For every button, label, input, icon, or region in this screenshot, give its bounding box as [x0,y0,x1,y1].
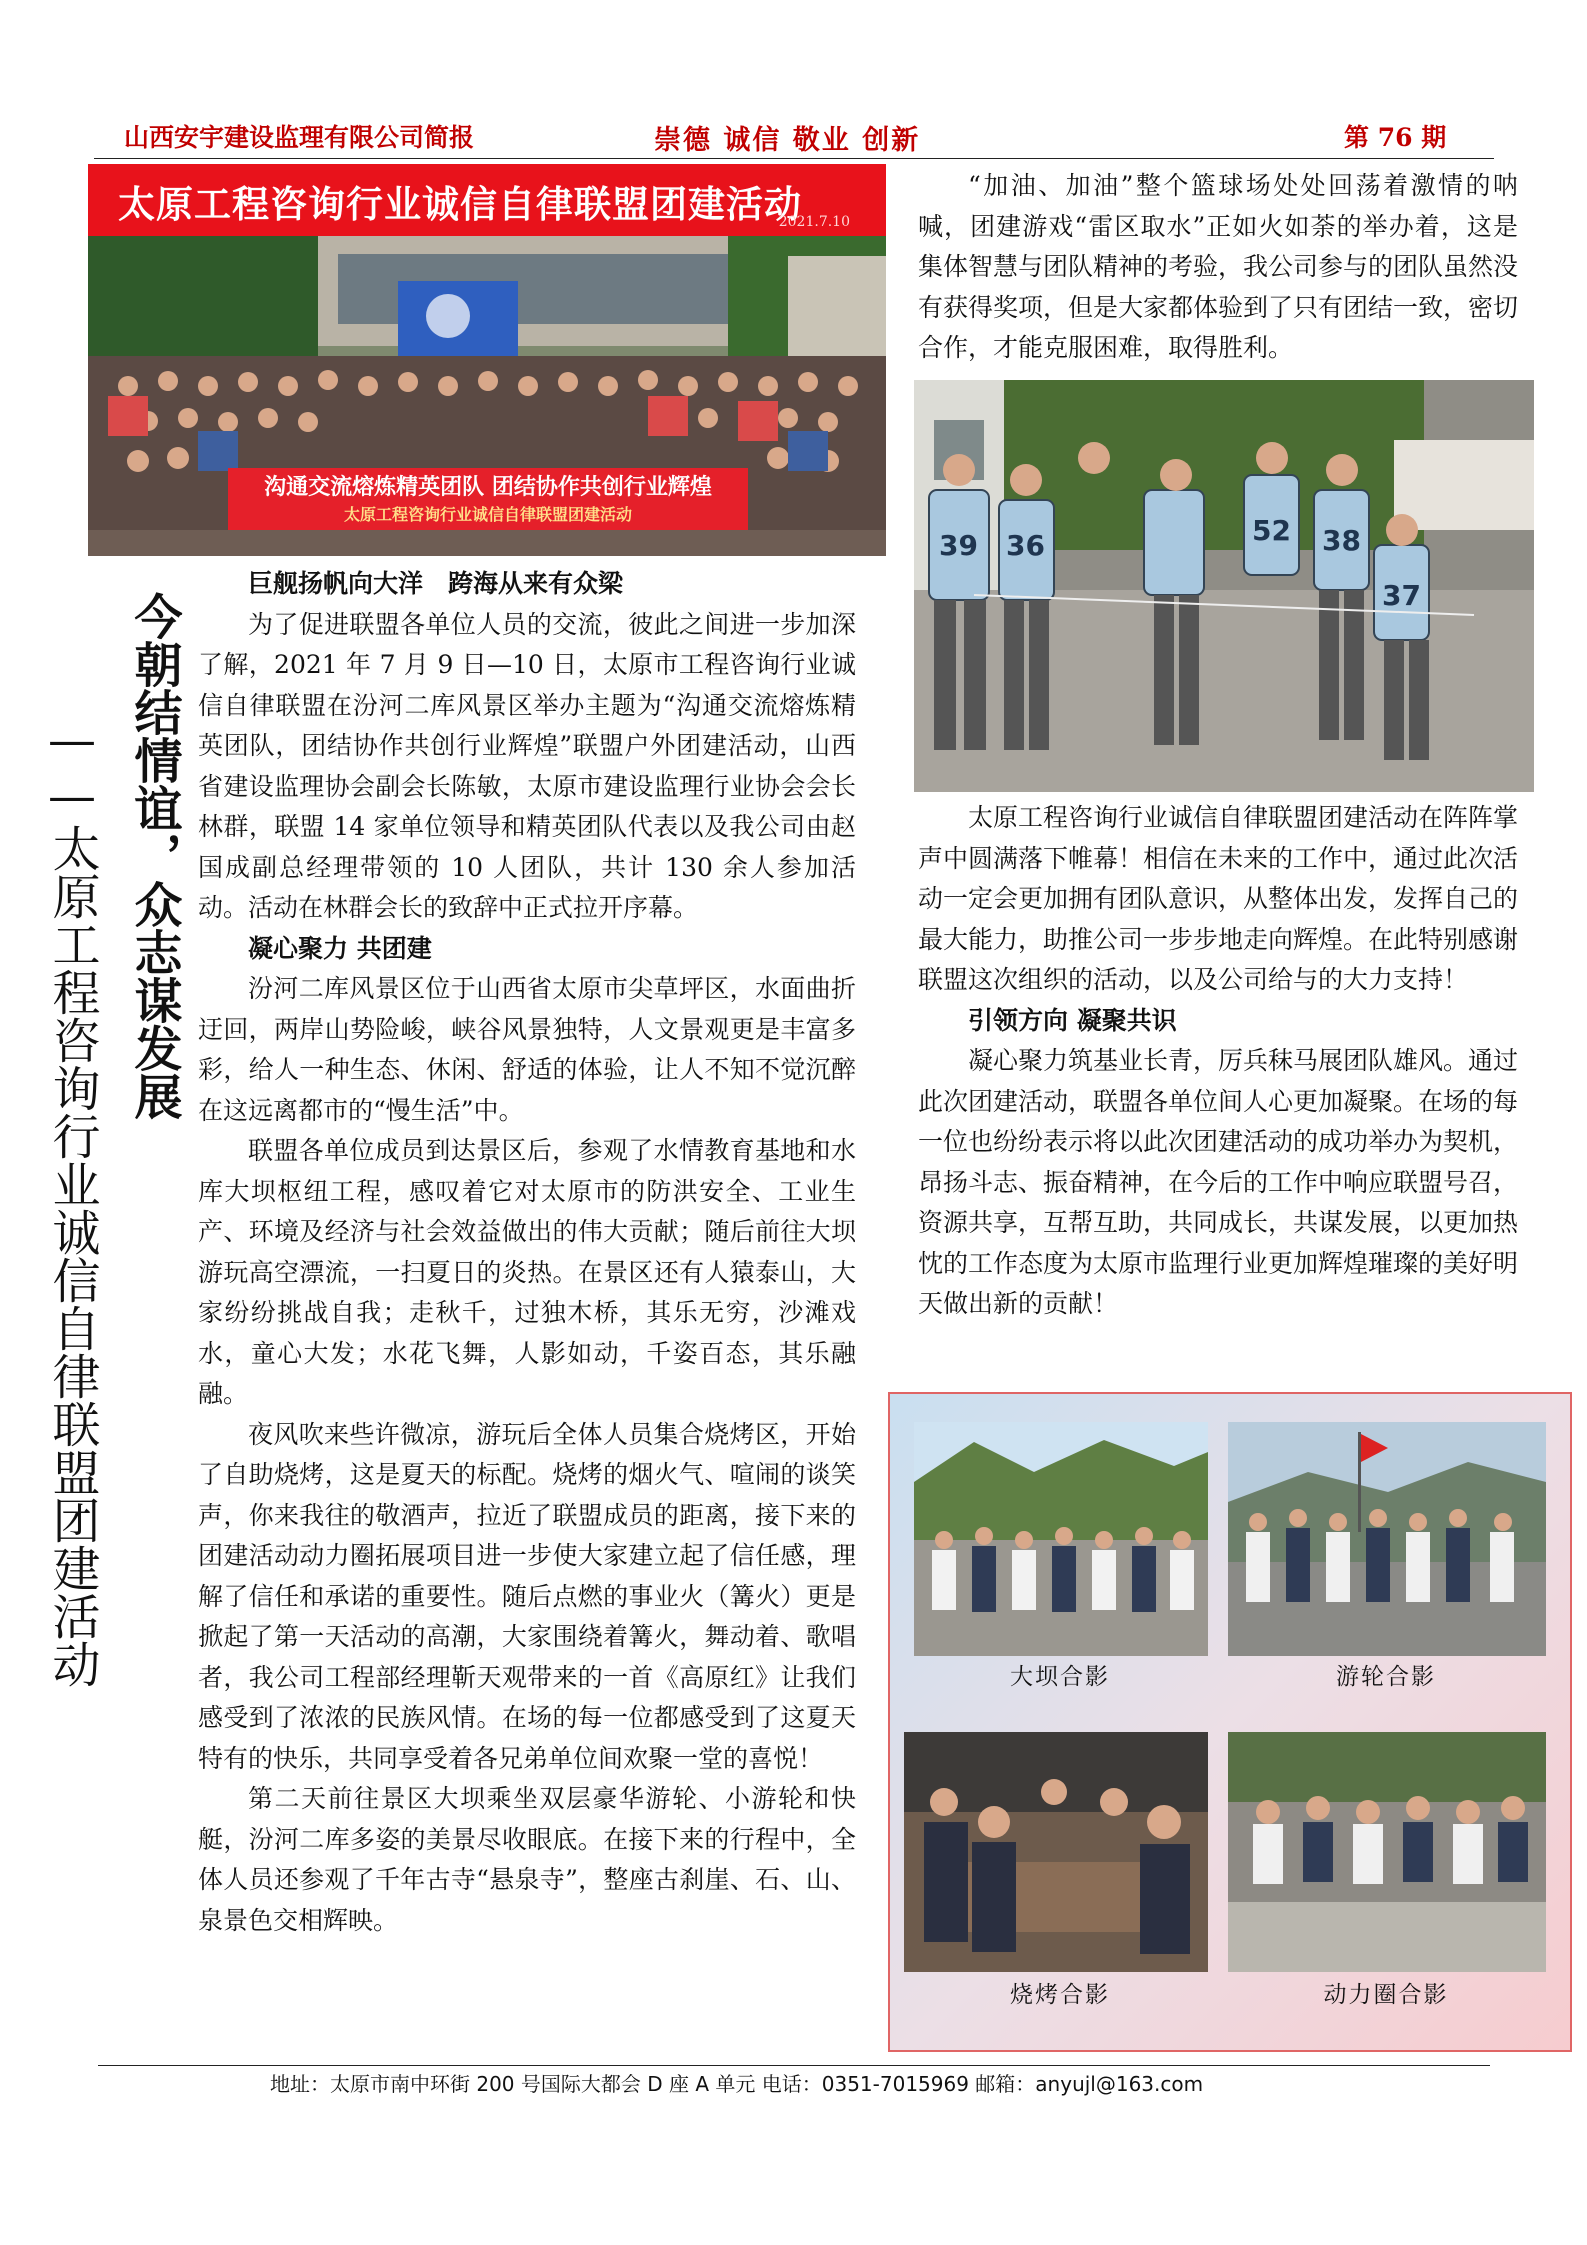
power-circle-photo-image [1228,1732,1546,1972]
footer-contact: 地址：太原市南中环街 200 号国际大都会 D 座 A 单元 电话：0351-7015969 邮箱：anyujl@163.com [270,2072,1204,2096]
section-heading-1: 巨舰扬帆向大洋 跨海从来有众梁 [248,569,624,598]
paragraph-day-two: 第二天前往景区大坝乘坐双层豪华游轮、小游轮和快艇，汾河二库多姿的美景尽收眼底。在接下来的行程中，全体人员还参观了千年古寺“悬泉寺”，整座古刹崖、石、山、泉景色交相辉映。 [198,1784,856,1935]
section-heading-2: 凝心聚力 共团建 [248,933,432,963]
bib-number: 36 [1006,529,1045,562]
game-photo-image [914,380,1534,792]
paragraph-intro: 为了促进联盟各单位人员的交流，彼此之间进一步加深了解，2021 年 7 月 9 日—10 日，太原市工程咨询行业诚信自律联盟在汾河二库风景区举办主题为“沟通交流熔炼精英团队，团结协作共创行业辉煌”联盟户外团建活动，山西省建设监理协会副会长陈敏，太原市建设监理行业协会会长林群，联盟 14 家单位领导和精英团队代表以及我公司由赵国成副总经理带领的 10 人团队，共计 130 余人参加活动。活动在林群会长的致辞中正式拉开序幕。 [198,609,856,922]
headline: 今朝结情谊，众志谋发展 [126,592,182,1120]
bib-number: 39 [939,529,978,562]
right-column-bottom [918,798,1518,1325]
paragraph-consensus: 凝心聚力筑基业长青，厉兵秣马展团队雄风。通过此次团建活动，联盟各单位间人心更加凝聚。在场的每一位也纷纷表示将以此次团建活动的成功举办为契机，昂扬斗志、振奋精神，在今后的工作中响应联盟号召，资源共享，互帮互助，共同成长，共谋发展，以更加热忱的工作态度为太原市监理行业更加辉煌璀璨的美好明天做出新的贡献！ [918,1046,1519,1318]
cruise-photo [1228,1422,1546,1656]
bbq-photo [904,1732,1208,1972]
sign-text-line2: 太原工程咨询行业诚信自律联盟团建活动 [343,505,633,524]
banner-date: 2021.7.10 [778,214,850,230]
subheadline: ——太原工程咨询行业诚信自律联盟团建活动 [44,712,100,1688]
section-heading-3: 引领方向 凝聚共识 [968,1005,1177,1035]
bib-number: 37 [1382,579,1421,612]
title-banner [88,164,886,236]
paragraph-evening: 夜风吹来些许微凉，游玩后全体人员集合烧烤区，开始了自助烧烤，这是夏天的标配。烧烤的烟火气、喧闹的谈笑声，你来我往的敬酒声，拉近了联盟成员的距离，接下来的团建活动动力圈拓展项目进一步使大家建立起了信任感，理解了信任和承诺的重要性。随后点燃的事业火（篝火）更是掀起了第一天活动的高潮，大家围绕着篝火，舞动着、歌唱者，我公司工程部经理靳天观带来的一首《高原红》让我们感受到了浓浓的民族风情。在场的每一位都感受到了这夏天特有的快乐，共同享受着各兄弟单位间欢聚一堂的喜悦！ [198,1419,856,1773]
issue-number: 第 76 期 [1344,123,1447,152]
group-photo-image [88,236,886,556]
left-column [198,564,856,1941]
group-photo [88,236,886,556]
caption-cruise: 游轮合影 [1336,1664,1436,1690]
banner-title: 太原工程咨询行业诚信自律联盟团建活动 [118,183,802,226]
header-divider [94,158,1494,159]
caption-power-circle: 动力圈合影 [1323,1982,1449,2008]
company-motto: 崇德 诚信 敬业 创新 [654,125,921,156]
dam-photo-image [914,1422,1208,1656]
paragraph-closing: 太原工程咨询行业诚信自律联盟团建活动在阵阵掌声中圆满落下帷幕！相信在未来的工作中，通过此次活动一定会更加拥有团队意识，从整体出发，发挥自己的最大能力，助推公司一步步地走向辉煌。在此特别感谢联盟这次组织的活动，以及公司给与的大力支持！ [918,803,1519,994]
photo-gallery [888,1392,1572,2052]
game-photo [914,380,1534,792]
power-circle-photo [1228,1732,1546,1972]
caption-dam: 大坝合影 [1010,1664,1110,1690]
bbq-photo-image [904,1732,1208,1972]
sign-text-line1: 沟通交流熔炼精英团队 团结协作共创行业辉煌 [264,475,712,500]
paragraph-basketball: “加油、加油”整个篮球场处处回荡着激情的呐喊，团建游戏“雷区取水”正如火如荼的举办着，这是集体智慧与团队精神的考验，我公司参与的团队虽然没有获得奖项，但是大家都体验到了只有团结一致，密切合作，才能克服困难，取得胜利。 [918,171,1519,362]
caption-bbq: 烧烤合影 [1010,1982,1110,2008]
company-name: 山西安宇建设监理有限公司简报 [124,123,475,152]
bib-number: 38 [1322,524,1361,557]
dam-photo [914,1422,1208,1656]
cruise-photo-image [1228,1422,1546,1656]
bib-number: 52 [1252,514,1291,547]
right-column-top [918,166,1518,369]
paragraph-scenery: 汾河二库风景区位于山西省太原市尖草坪区，水面曲折迂回，两岸山势险峻，峡谷风景独特，人文景观更是丰富多彩，给人一种生态、休闲、舒适的体验，让人不知不觉沉醉在这远离都市的“慢生活”中。 [198,974,856,1125]
paragraph-visit: 联盟各单位成员到达景区后，参观了水情教育基地和水库大坝枢纽工程，感叹着它对太原市的防洪安全、工业生产、环境及经济与社会效益做出的伟大贡献；随后前往大坝游玩高空漂流，一扫夏日的炎热。在景区还有人猿泰山，大家纷纷挑战自我；走秋千，过独木桥，其乐无穷，沙滩戏水，童心大发；水花飞舞，人影如动，千姿百态，其乐融融。 [198,1136,856,1408]
footer-divider [98,2065,1490,2066]
